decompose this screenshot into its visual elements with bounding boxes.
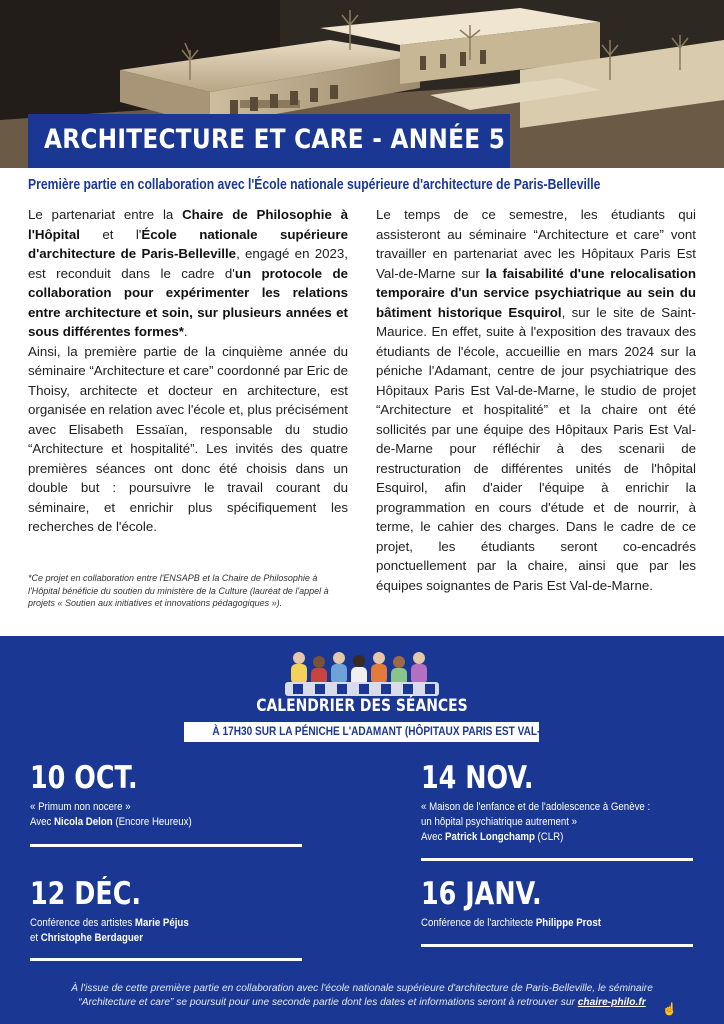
hero-banner <box>0 0 724 168</box>
speaker-name: Christophe Berdaguer <box>40 932 143 944</box>
divider <box>30 958 302 961</box>
text-run: (Encore Heureux) <box>112 816 192 828</box>
text-run: . <box>183 324 188 339</box>
pointer-cursor-icon: ☝ <box>662 1002 677 1016</box>
divider <box>30 844 302 847</box>
text-run: Conférence de l'architecte <box>421 917 536 929</box>
event-speaker-cont <box>30 931 189 946</box>
event-title-cont: un hôpital psychiatrique autrement » <box>421 816 578 828</box>
right-column <box>376 205 696 595</box>
audience-illustration-icon <box>285 646 439 702</box>
text-run: Avec <box>30 816 55 828</box>
event-speaker <box>30 916 189 931</box>
event-title: « Maison de l'enfance et de l'adolescence à Genève : <box>421 801 651 813</box>
bold-run: École nationale supérieure d'architecture de Paris-Belleville <box>28 226 348 261</box>
text-run: Avec <box>421 831 446 843</box>
text-run: “Architecture et care” se poursuit pour une seconde partie dont les dates et informations seront à retrouver sur <box>78 997 578 1008</box>
text-run: Le temps de ce semestre, les étudiants qui assisteront au séminaire “Architecture et care” vont travailler en partenariat avec les Hôpitaux Paris Est Val-de-Marne sur <box>376 207 696 281</box>
text-run: (CLR) <box>534 831 564 843</box>
paragraph-seminar: Ainsi, la première partie de la cinquième année du séminaire “Architecture et care” coordonné par Eric de Thoisy, architecte et docteur en architecture, est organisée en relation avec l'école et, plus précisément avec Elisabeth Essaïan, responsable du studio “Architecture et hospitalité”. Les invités des quatre premières séances ont donc été choisis dans un double but : poursuivre le travail courant du séminaire, et enrichir plus spécifiquement les recherches de l'école. <box>28 343 349 534</box>
event-10-oct <box>30 760 214 830</box>
speaker-name: Patrick Longchamp <box>445 831 535 843</box>
event-speaker <box>421 916 601 931</box>
calendar-title-text: CALENDRIER DES SÉANCES <box>256 696 468 716</box>
text-run: , sur le site de Saint-Maurice. En effet, suite à l'exposition des travaux des étudiants de l'école, accueillie en mars 2024 sur la péniche l'Adamant, centre de jour psychiatrique des Hôpitaux Paris Est Val-de-Marne, le studio de projet “Architecture et hospitalité” et la chaire ont été sollicités par une équipe des Hôpitaux Paris Est Val-de-Marne pour réfléchir à des scenarii de restructuration de différentes unités de l'hôpital Esquirol, afin d'aider l'équipe à enrichir la programmation en cours d'étude et de nourrir, à terme, le cahier des charges. Dans le cadre de ce projet, les étudiants seront co-encadrés ponctuellement par la chaire, ainsi que par les équipes soignantes de Paris Est Val-de-Marne. <box>376 304 696 593</box>
left-column <box>28 205 348 537</box>
paragraph-semester <box>376 205 696 595</box>
text-run: Le partenariat entre la <box>28 207 183 222</box>
bold-run: Chaire de Philosophie à l'Hôpital <box>28 207 348 242</box>
calendar-section <box>0 636 724 1024</box>
closing-note <box>0 982 724 1010</box>
event-speaker <box>30 815 192 830</box>
event-16-janv <box>421 876 625 931</box>
closing-line: À l'issue de cette première partie en collaboration avec l'école nationale supérieure d'architecture de Paris-Belleville, le séminaire <box>71 983 653 994</box>
paragraph-partnership <box>28 205 348 342</box>
title-banner <box>28 114 510 168</box>
divider <box>421 944 693 947</box>
page-title: ARCHITECTURE ET CARE - ANNÉE 5 <box>44 124 506 155</box>
calendar-title <box>0 696 724 716</box>
event-speaker <box>421 830 650 845</box>
event-date: 10 OCT. <box>30 760 138 796</box>
text-run: , engagé en 2023, est reconduit dans le cadre d' <box>28 246 349 281</box>
speaker-name: Marie Péjus <box>134 917 189 929</box>
text-run: et <box>30 932 41 944</box>
footnote: *Ce projet en collaboration entre l'ENSAPB et la Chaire de Philosophie à l'Hôpital bénéficie du soutien du ministère de la Culture (lauréat de l'appel à projets « Soutien aux initiatives et innovations pédagogiques »). <box>28 573 329 608</box>
event-date: 16 JANV. <box>421 876 542 912</box>
event-12-dec <box>30 876 210 946</box>
venue-text: À 17H30 SUR LA PÉNICHE L'ADAMANT (HÔPITAUX PARIS EST VAL-DE-MARNE) <box>212 724 599 738</box>
event-date: 14 NOV. <box>421 760 534 796</box>
speaker-name: Nicola Delon <box>54 816 113 828</box>
subtitle: Première partie en collaboration avec l'École nationale supérieure d'architecture de Paris-Belleville <box>28 177 601 193</box>
website-link[interactable]: chaire-philo.fr <box>577 997 646 1008</box>
bold-run: un protocole de collaboration pour expérimenter les relations entre architecture et soin, sur plusieurs années et sous différentes formes* <box>28 265 348 339</box>
text-run: et l' <box>79 226 142 242</box>
divider <box>421 858 693 861</box>
text-run: Conférence des artistes <box>30 917 135 929</box>
closing-line <box>0 996 724 1010</box>
event-date: 12 DÉC. <box>30 876 142 912</box>
event-title: « Primum non nocere » <box>30 801 131 813</box>
speaker-name: Philippe Prost <box>535 917 601 929</box>
venue-banner <box>184 722 599 742</box>
event-14-nov <box>421 760 681 845</box>
bold-run: la faisabilité d'une relocalisation temporaire d'un service psychiatrique au sein du bâtiment historique Esquirol <box>376 265 696 320</box>
